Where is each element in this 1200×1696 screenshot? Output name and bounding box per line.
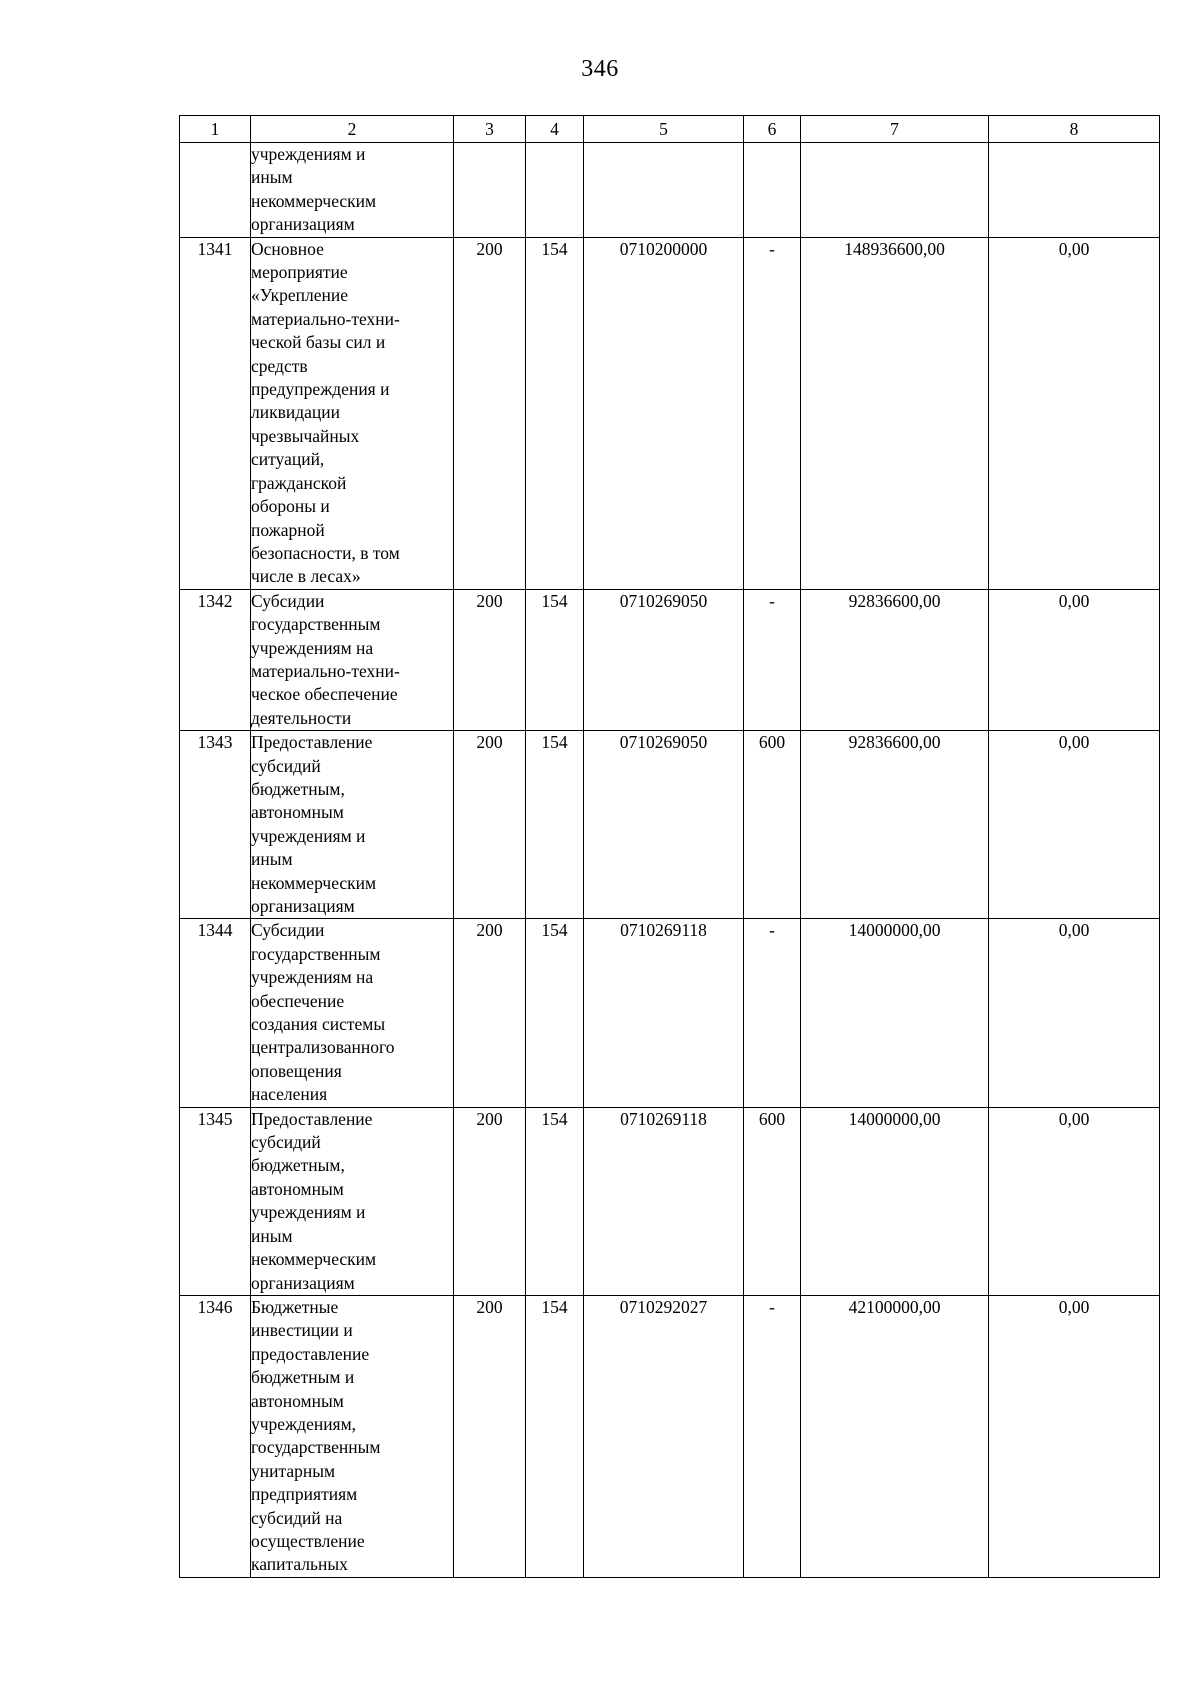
cell-col5 [584, 143, 744, 238]
name-line: некоммерческим [251, 190, 377, 211]
header-row [180, 116, 1160, 143]
name-line: бюджетным, [251, 1155, 345, 1176]
name-line: учреждениям, [251, 1413, 357, 1434]
name-line: унитарным [251, 1460, 336, 1481]
name-line: инвестиции и [251, 1320, 353, 1341]
name-line: субсидий [251, 1132, 321, 1153]
cell-col6: - [744, 1295, 801, 1577]
cell-col3: 200 [454, 589, 526, 730]
name-line: государственным [251, 1437, 381, 1458]
name-line: деятельности [251, 707, 352, 728]
name-line: государственным [251, 943, 381, 964]
name-line: централизованного [251, 1037, 395, 1058]
cell-col4 [526, 143, 584, 238]
name-line: населения [251, 1084, 328, 1105]
name-line: Предоставление [251, 1108, 373, 1129]
name-line: ситуаций, [251, 449, 325, 470]
cell-col6: - [744, 919, 801, 1107]
cell-row-number: 1341 [180, 237, 251, 589]
name-line: некоммерческим [251, 1249, 377, 1270]
name-line: некоммерческим [251, 872, 377, 893]
name-line: учреждениям и [251, 1202, 366, 1223]
cell-col5: 0710269118 [584, 919, 744, 1107]
name-line: субсидий [251, 755, 321, 776]
name-line: оповещения [251, 1060, 342, 1081]
cell-col4: 154 [526, 1295, 584, 1577]
cell-col4: 154 [526, 731, 584, 919]
cell-name [251, 143, 454, 238]
page-number: 346 [581, 56, 619, 82]
cell-col8 [989, 143, 1160, 238]
cell-col8: 0,00 [989, 919, 1160, 1107]
cell-col8: 0,00 [989, 589, 1160, 730]
header-cell: 1 [180, 116, 251, 143]
name-line: мероприятие [251, 262, 348, 283]
cell-col3: 200 [454, 237, 526, 589]
name-line: организациям [251, 214, 355, 235]
name-line: ческой базы сил и [251, 332, 386, 353]
table-row [180, 237, 1160, 589]
cell-name [251, 1295, 454, 1577]
name-line: осуществление [251, 1530, 365, 1551]
cell-col8: 0,00 [989, 1295, 1160, 1577]
cell-col6: - [744, 589, 801, 730]
name-line: бюджетным, [251, 778, 345, 799]
name-line: гражданской [251, 472, 347, 493]
cell-name [251, 919, 454, 1107]
header-cell: 7 [801, 116, 989, 143]
cell-col5: 0710269050 [584, 731, 744, 919]
cell-row-number [180, 143, 251, 238]
cell-col7 [801, 143, 989, 238]
cell-col6: 600 [744, 1107, 801, 1295]
cell-col6: - [744, 237, 801, 589]
cell-name [251, 589, 454, 730]
cell-row-number: 1345 [180, 1107, 251, 1295]
cell-col4: 154 [526, 1107, 584, 1295]
name-line: иным [251, 849, 293, 870]
name-line: учреждениям и [251, 825, 366, 846]
cell-name [251, 1107, 454, 1295]
name-line: организациям [251, 1272, 355, 1293]
name-line: Субсидии [251, 590, 325, 611]
cell-col7: 14000000,00 [801, 919, 989, 1107]
name-line: автономным [251, 802, 344, 823]
cell-col5: 0710269118 [584, 1107, 744, 1295]
cell-col7: 92836600,00 [801, 731, 989, 919]
name-line: «Укрепление [251, 285, 348, 306]
name-line: ликвидации [251, 402, 340, 423]
name-line: обороны и [251, 496, 330, 517]
name-line: Бюджетные [251, 1296, 339, 1317]
name-line: автономным [251, 1390, 344, 1411]
cell-col3 [454, 143, 526, 238]
cell-col4: 154 [526, 919, 584, 1107]
name-line: капитальных [251, 1554, 348, 1575]
name-line: средств [251, 355, 308, 376]
cell-row-number: 1346 [180, 1295, 251, 1577]
name-line: пожарной [251, 519, 325, 540]
cell-row-number: 1343 [180, 731, 251, 919]
cell-col6 [744, 143, 801, 238]
budget-table [179, 115, 1160, 1578]
cell-col3: 200 [454, 731, 526, 919]
name-line: числе в лесах» [251, 566, 361, 587]
cell-col7: 14000000,00 [801, 1107, 989, 1295]
cell-name [251, 237, 454, 589]
name-line: материально-техни- [251, 308, 400, 329]
name-line: обеспечение [251, 990, 345, 1011]
header-cell: 2 [251, 116, 454, 143]
name-line: чрезвычайных [251, 425, 360, 446]
header-cell: 3 [454, 116, 526, 143]
cell-name [251, 731, 454, 919]
cell-col7: 92836600,00 [801, 589, 989, 730]
name-line: автономным [251, 1178, 344, 1199]
name-line: предприятиям [251, 1484, 358, 1505]
cell-col3: 200 [454, 1295, 526, 1577]
name-line: создания системы [251, 1014, 386, 1035]
table-row [180, 1107, 1160, 1295]
name-line: материально-техни- [251, 660, 400, 681]
name-line: учреждениям на [251, 637, 374, 658]
name-line: организациям [251, 896, 355, 916]
name-line: Субсидии [251, 920, 325, 941]
name-line: предоставление [251, 1343, 370, 1364]
name-line: безопасности, в том [251, 542, 400, 563]
cell-col8: 0,00 [989, 1107, 1160, 1295]
cell-col3: 200 [454, 1107, 526, 1295]
cell-col6: 600 [744, 731, 801, 919]
name-line: иным [251, 1225, 293, 1246]
table-row [180, 1295, 1160, 1577]
header-cell: 8 [989, 116, 1160, 143]
cell-col5: 0710269050 [584, 589, 744, 730]
table-row [180, 589, 1160, 730]
name-line: учреждениям на [251, 967, 374, 988]
name-line: учреждениям и [251, 144, 366, 164]
cell-col8: 0,00 [989, 237, 1160, 589]
name-line: ческое обеспечение [251, 684, 398, 705]
table-row [180, 731, 1160, 919]
name-line: бюджетным и [251, 1367, 355, 1388]
cell-col4: 154 [526, 589, 584, 730]
cell-col8: 0,00 [989, 731, 1160, 919]
name-line: иным [251, 167, 293, 188]
header-cell: 4 [526, 116, 584, 143]
header-cell: 5 [584, 116, 744, 143]
cell-col7: 148936600,00 [801, 237, 989, 589]
cell-col5: 0710200000 [584, 237, 744, 589]
header-cell: 6 [744, 116, 801, 143]
table-row [180, 143, 1160, 238]
name-line: субсидий на [251, 1507, 343, 1528]
cell-row-number: 1342 [180, 589, 251, 730]
cell-col3: 200 [454, 919, 526, 1107]
cell-col7: 42100000,00 [801, 1295, 989, 1577]
cell-col4: 154 [526, 237, 584, 589]
cell-col5: 0710292027 [584, 1295, 744, 1577]
name-line: Основное [251, 238, 324, 259]
name-line: Предоставление [251, 732, 373, 753]
name-line: государственным [251, 614, 381, 635]
name-line: предупреждения и [251, 379, 390, 400]
table-row [180, 919, 1160, 1107]
cell-row-number: 1344 [180, 919, 251, 1107]
